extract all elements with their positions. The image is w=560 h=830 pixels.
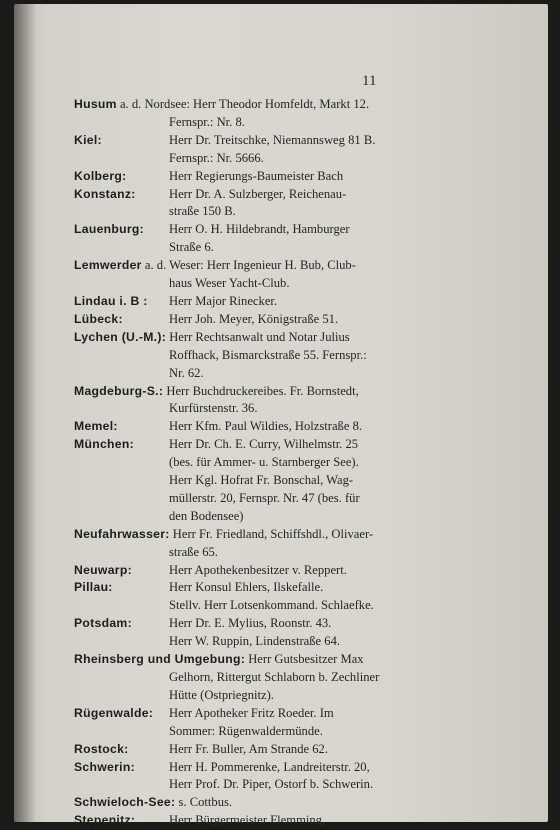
entry-text-line: Nr. 62. bbox=[169, 365, 204, 380]
entry-text-line bbox=[74, 257, 394, 275]
directory-entry bbox=[74, 329, 394, 383]
entry-place-name: Neufahrwasser: bbox=[74, 526, 170, 541]
entry-place-name: Kiel: bbox=[74, 132, 102, 147]
directory-entry bbox=[74, 741, 394, 759]
page-gutter-shadow bbox=[14, 4, 36, 822]
entry-text-line: straße 65. bbox=[169, 544, 218, 559]
directory-entry bbox=[74, 257, 394, 293]
entry-place-name: Lübeck: bbox=[74, 311, 123, 326]
directory-entry bbox=[74, 562, 394, 580]
directory-entry bbox=[74, 812, 394, 830]
entry-place-name: Lindau i. B : bbox=[74, 293, 148, 308]
entry-text-line: Herr Kgl. Hofrat Fr. Bonschal, Wag- bbox=[169, 473, 354, 488]
entry-text-line: Sommer: Rügenwaldermünde. bbox=[169, 723, 323, 738]
entry-text-line: Herr Apothekenbesitzer v. Reppert. bbox=[169, 562, 347, 577]
entry-text-line bbox=[74, 794, 394, 812]
directory-entry bbox=[74, 759, 394, 795]
entry-text-line: Herr Dr. Ch. E. Curry, Wilhelmstr. 25 bbox=[169, 437, 359, 452]
entry-place-name: Konstanz: bbox=[74, 186, 136, 201]
entry-text-line: den Bodensee) bbox=[169, 508, 244, 523]
entry-text-line: Herr W. Ruppin, Lindenstraße 64. bbox=[169, 634, 341, 649]
entry-text-line bbox=[74, 383, 394, 401]
entry-place-name: Rügenwalde: bbox=[74, 705, 154, 720]
entry-text-line: Herr H. Pommerenke, Landreiterstr. 20, bbox=[169, 759, 370, 774]
entry-text-line: Herr Konsul Ehlers, Ilskefalle. bbox=[169, 580, 324, 595]
entry-text: Herr Fr. Friedland, Schiffshdl., Olivaer- bbox=[169, 526, 374, 541]
entry-text-line: Herr Regierungs-Baumeister Bach bbox=[169, 168, 344, 183]
entry-text-line: Gelhorn, Rittergut Schlaborn b. Zechliner bbox=[169, 670, 380, 684]
entry-place-name: Potsdam: bbox=[74, 616, 132, 631]
entry-place-name: Husum bbox=[74, 97, 117, 111]
entry-text-line: Herr Apotheker Fritz Roeder. Im bbox=[169, 705, 334, 720]
directory-entry bbox=[74, 311, 394, 329]
entry-text: a. d. Nordsee: Herr Theodor Homfeldt, Markt 12. bbox=[116, 97, 370, 111]
directory-entry bbox=[74, 383, 394, 419]
directory-entry bbox=[74, 579, 394, 615]
entry-place-name: Lauenburg: bbox=[74, 222, 145, 237]
directory-entry bbox=[74, 221, 394, 257]
entry-text-line: Straße 6. bbox=[169, 240, 214, 255]
directory-entry bbox=[74, 96, 394, 132]
entry-text-line bbox=[74, 96, 394, 114]
entry-text-line: müllerstr. 20, Fernspr. Nr. 47 (bes. für bbox=[169, 490, 360, 505]
entry-text-line: Herr O. H. Hildebrandt, Hamburger bbox=[169, 222, 350, 237]
directory-entry bbox=[74, 705, 394, 741]
entry-text-line: (bes. für Ammer- u. Starnberger See). bbox=[169, 455, 359, 470]
directory-entry bbox=[74, 615, 394, 651]
entry-text-line: Roffhack, Bismarckstraße 55. Fernspr.: bbox=[169, 347, 367, 362]
entry-text-line bbox=[74, 526, 394, 544]
directory-entry bbox=[74, 418, 394, 436]
directory-entry bbox=[74, 651, 394, 705]
directory-entry bbox=[74, 526, 394, 562]
directory-list bbox=[74, 96, 394, 830]
entry-text: a. d. Weser: Herr Ingenieur H. Bub, Club- bbox=[141, 258, 356, 273]
entry-place-name: Stepenitz: bbox=[74, 813, 136, 828]
directory-entry bbox=[74, 794, 394, 812]
directory-entry bbox=[74, 168, 394, 186]
entry-text: Herr Rechtsanwalt und Notar Julius bbox=[166, 329, 350, 344]
entry-text-line: Fernspr.: Nr. 8. bbox=[169, 114, 245, 129]
entry-place-name: Kolberg: bbox=[74, 168, 127, 183]
entry-text-line: Hütte (Ostpriegnitz). bbox=[169, 687, 274, 702]
entry-text-line: Herr Bürgermeister Flemming. bbox=[169, 813, 326, 828]
entry-place-name: Magdeburg-S.: bbox=[74, 383, 164, 398]
entry-text-line: Fernspr.: Nr. 5666. bbox=[169, 150, 264, 165]
entry-place-name: Memel: bbox=[74, 419, 118, 434]
entry-text: Herr Gutsbesitzer Max bbox=[245, 652, 364, 667]
entry-text-line: Herr Dr. A. Sulzberger, Reichenau- bbox=[169, 186, 347, 201]
entry-text-line: haus Weser Yacht-Club. bbox=[169, 276, 290, 291]
entry-text-line: Herr Prof. Dr. Piper, Ostorf b. Schwerin. bbox=[169, 777, 374, 792]
entry-text-line bbox=[74, 651, 394, 669]
entry-text-line: Herr Kfm. Paul Wildies, Holzstraße 8. bbox=[169, 419, 363, 434]
entry-place-name: Schwieloch-See: bbox=[74, 795, 176, 810]
directory-entry bbox=[74, 293, 394, 311]
entry-place-name: Schwerin: bbox=[74, 759, 135, 774]
entry-place-name: Rostock: bbox=[74, 741, 129, 756]
entry-text-line: Herr Dr. E. Mylius, Roonstr. 43. bbox=[169, 616, 332, 631]
page-number: 11 bbox=[362, 73, 377, 89]
entry-text-line: Kurfürstenstr. 36. bbox=[169, 401, 258, 416]
entry-text-line: Herr Major Rinecker. bbox=[169, 293, 278, 308]
directory-entry bbox=[74, 186, 394, 222]
entry-text-line: Herr Dr. Treitschke, Niemannsweg 81 B. bbox=[169, 132, 376, 147]
entry-place-name: Neuwarp: bbox=[74, 562, 132, 577]
directory-entry bbox=[74, 132, 394, 168]
entry-place-name: Lemwerder bbox=[74, 258, 142, 273]
entry-text-line: Stellv. Herr Lotsenkommand. Schlaefke. bbox=[169, 598, 374, 613]
entry-place-name: München: bbox=[74, 437, 134, 452]
entry-place-name: Pillau: bbox=[74, 580, 113, 595]
entry-text-line: straße 150 B. bbox=[169, 204, 236, 219]
entry-place-name: Lychen (U.-M.): bbox=[74, 329, 167, 344]
entry-place-name: Rheinsberg und Umgebung: bbox=[74, 652, 246, 667]
entry-text-line: Herr Joh. Meyer, Königstraße 51. bbox=[169, 311, 339, 326]
directory-entry bbox=[74, 436, 394, 526]
entry-text: Herr Buchdruckereibes. Fr. Bornstedt, bbox=[163, 383, 359, 398]
entry-text-line bbox=[74, 329, 394, 347]
entry-text: s. Cottbus. bbox=[175, 795, 233, 810]
entry-text-line: Herr Fr. Buller, Am Strande 62. bbox=[169, 741, 328, 756]
